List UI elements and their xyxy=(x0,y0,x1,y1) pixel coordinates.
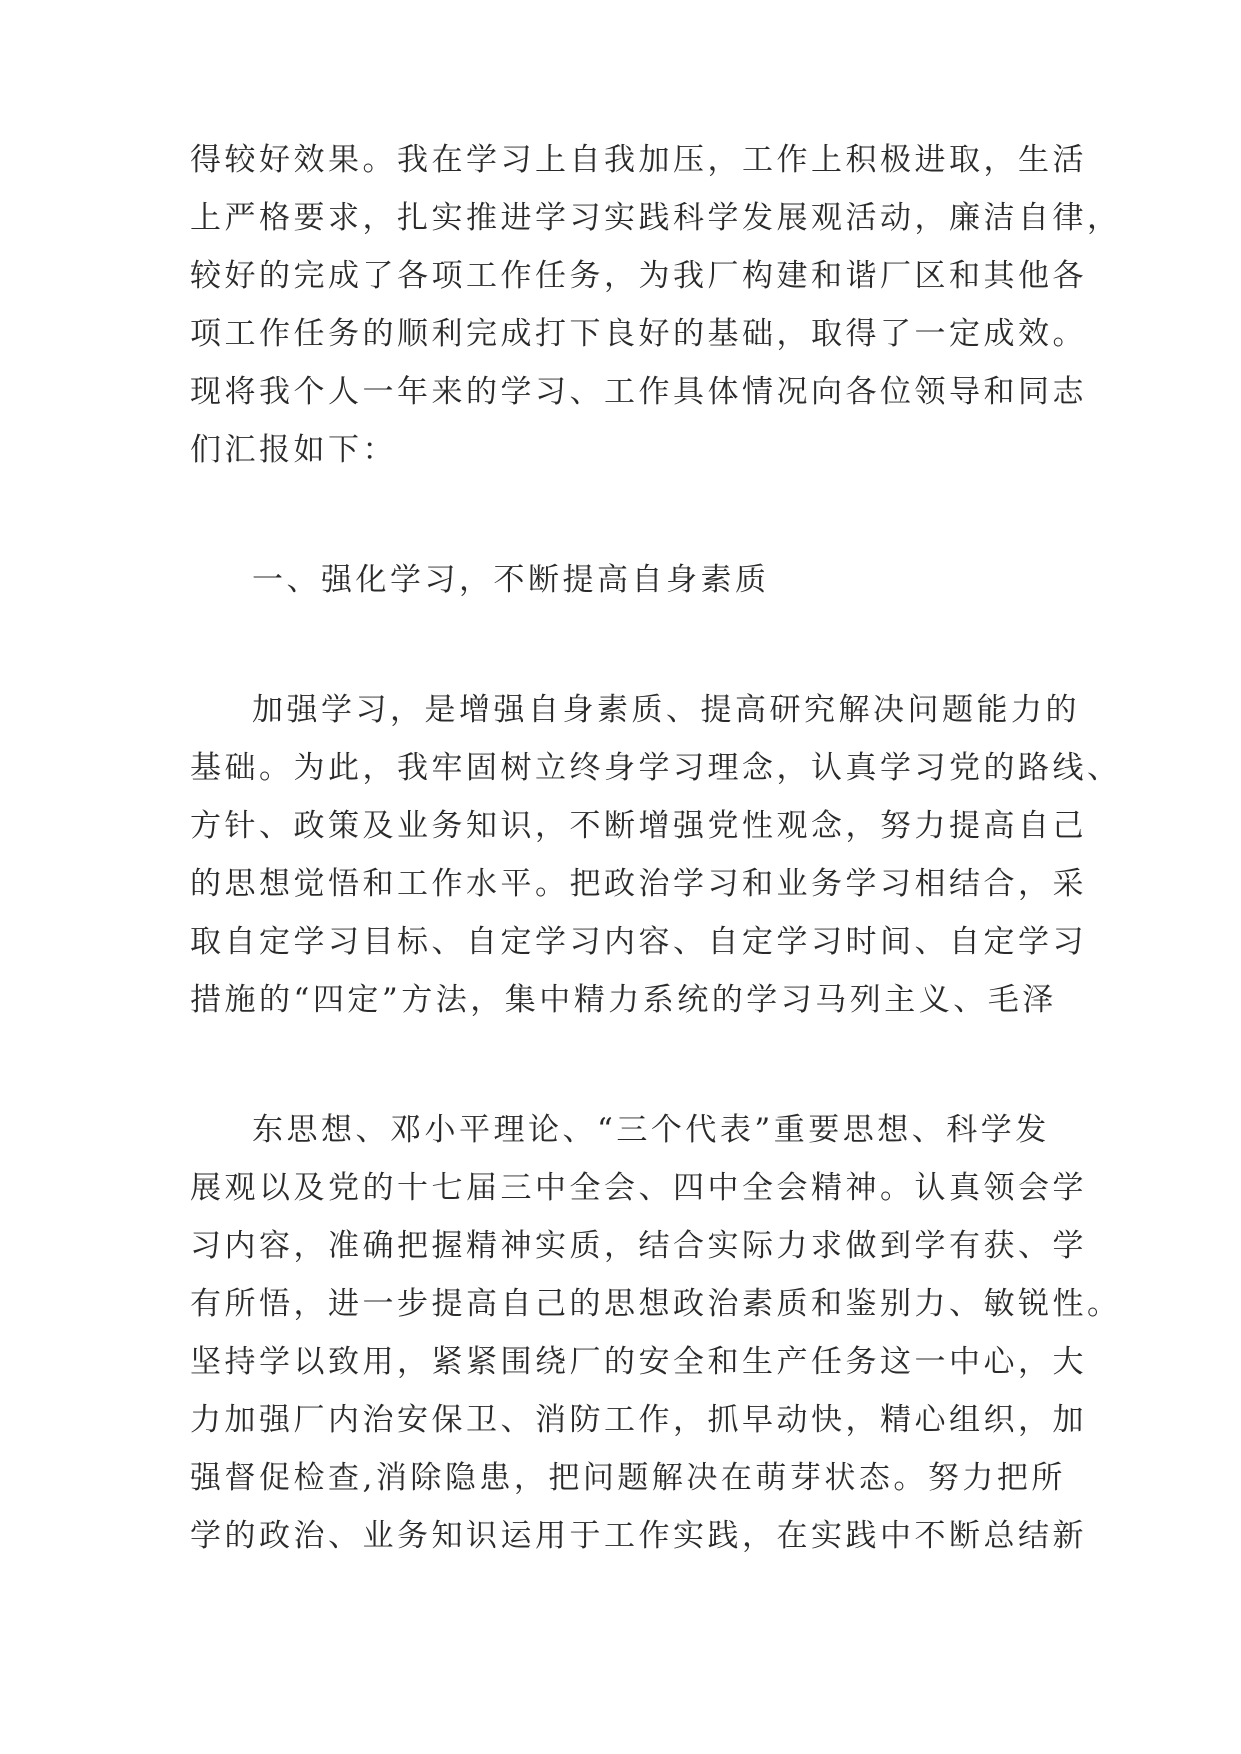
text-line: 有所悟，进一步提高自己的思想政治素质和鉴别力、敏锐性。 xyxy=(190,1286,1122,1322)
text-line: 现将我个人一年来的学习、工作具体情况向各位领导和同志 xyxy=(190,374,1087,410)
text-line: 基础。为此，我牢固树立终身学习理念，认真学习党的路线、 xyxy=(190,750,1122,786)
text-line: 加强学习，是增强自身素质、提高研究解决问题能力的 xyxy=(252,692,1080,728)
text-line: 方针、政策及业务知识，不断增强党性观念，努力提高自己 xyxy=(190,808,1087,844)
text-line: 强督促检查,消除隐患，把问题解决在萌芽状态。努力把所 xyxy=(190,1460,1066,1496)
text-line: 学的政治、业务知识运用于工作实践，在实践中不断总结新 xyxy=(190,1518,1087,1554)
text-line: 项工作任务的顺利完成打下良好的基础，取得了一定成效。 xyxy=(190,316,1087,352)
text-line: 上严格要求，扎实推进学习实践科学发展观活动，廉洁自律， xyxy=(190,200,1122,236)
text-line: 的思想觉悟和工作水平。把政治学习和业务学习相结合，采 xyxy=(190,866,1087,902)
text-line: 力加强厂内治安保卫、消防工作，抓早动快，精心组织，加 xyxy=(190,1402,1087,1438)
text-line: 得较好效果。我在学习上自我加压，工作上积极进取，生活 xyxy=(190,142,1087,178)
text-line: 较好的完成了各项工作任务，为我厂构建和谐厂区和其他各 xyxy=(190,258,1087,294)
text-line: 展观以及党的十七届三中全会、四中全会精神。认真领会学 xyxy=(190,1170,1087,1206)
text-line: 坚持学以致用，紧紧围绕厂的安全和生产任务这一中心，大 xyxy=(190,1344,1087,1380)
text-line: 措施的“四定”方法，集中精力系统的学习马列主义、毛泽 xyxy=(190,982,1057,1018)
text-line: 东思想、邓小平理论、“三个代表”重要思想、科学发 xyxy=(252,1112,1050,1148)
text-line: 们汇报如下： xyxy=(190,432,397,468)
text-line: 取自定学习目标、自定学习内容、自定学习时间、自定学习 xyxy=(190,924,1087,960)
text-line: 习内容，准确把握精神实质，结合实际力求做到学有获、学 xyxy=(190,1228,1087,1264)
section-heading: 一、强化学习，不断提高自身素质 xyxy=(252,562,770,598)
